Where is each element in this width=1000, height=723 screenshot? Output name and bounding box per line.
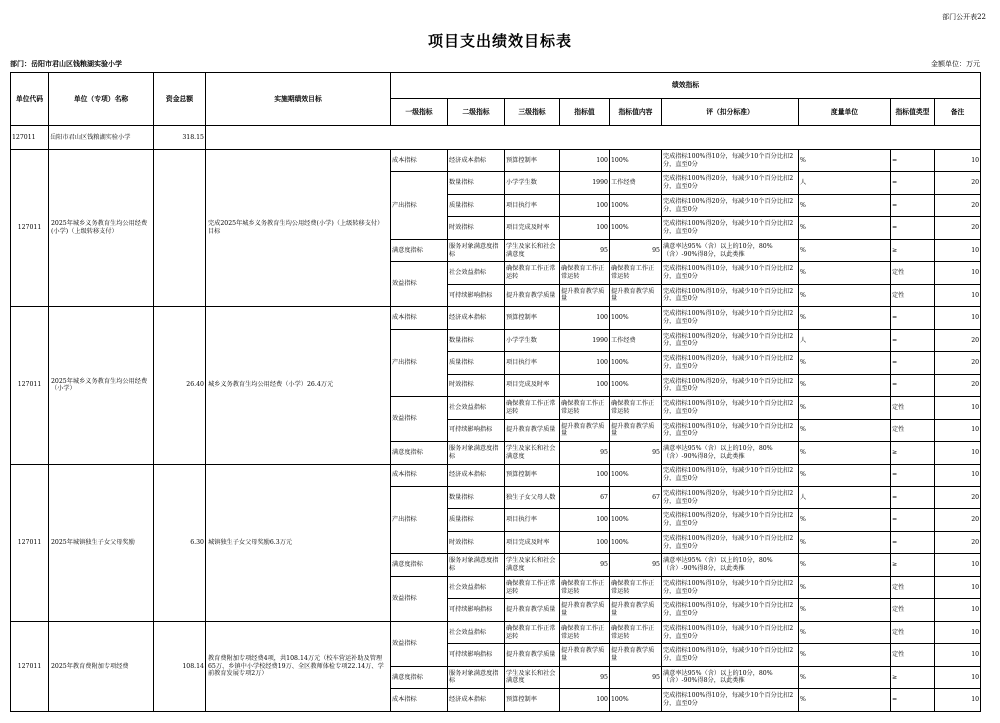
project-name: 2025年城镇独生子女父母奖励 xyxy=(49,464,154,621)
scoring-rule: 完成指标100%得10分，每减少10个百分比扣2分，直至0分 xyxy=(662,307,799,329)
level2-indicator: 服务对象满意度指标 xyxy=(448,554,505,576)
header-target: 实施期绩效目标 xyxy=(206,73,391,126)
level2-indicator: 服务对象满意度指标 xyxy=(448,666,505,688)
measure-unit: % xyxy=(799,509,891,531)
indicator-content: 提升教育教学质量 xyxy=(610,284,662,306)
level3-indicator: 预算控制率 xyxy=(505,307,560,329)
remark: 10 xyxy=(935,419,981,441)
indicator-content: 95 xyxy=(610,554,662,576)
level2-indicator: 质量指标 xyxy=(448,194,505,216)
scoring-rule: 满意率达95%（含）以上的10分，80%（含）-90%得8分，以此类推 xyxy=(662,554,799,576)
indicator-type: = xyxy=(891,374,935,396)
indicator-content: 工作经费 xyxy=(610,172,662,194)
indicator-value: 95 xyxy=(560,239,610,261)
measure-unit: % xyxy=(799,149,891,171)
level3-indicator: 学生及家长和社会满意度 xyxy=(505,554,560,576)
level2-indicator: 社会效益指标 xyxy=(448,262,505,284)
level3-indicator: 独生子女父母人数 xyxy=(505,486,560,508)
project-code: 127011 xyxy=(11,307,49,464)
indicator-content: 67 xyxy=(610,486,662,508)
measure-unit: % xyxy=(799,194,891,216)
indicator-value: 95 xyxy=(560,666,610,688)
indicator-value: 95 xyxy=(560,554,610,576)
measure-unit: % xyxy=(799,352,891,374)
level3-indicator: 确保教育工作正常运转 xyxy=(505,621,560,643)
header-type: 指标值类型 xyxy=(891,99,935,126)
level2-indicator: 质量指标 xyxy=(448,509,505,531)
header-name: 单位（专项）名称 xyxy=(49,73,154,126)
indicator-type: = xyxy=(891,307,935,329)
indicator-content: 95 xyxy=(610,442,662,464)
measure-unit: % xyxy=(799,419,891,441)
level2-indicator: 可持续影响指标 xyxy=(448,599,505,621)
remark: 20 xyxy=(935,374,981,396)
remark: 10 xyxy=(935,576,981,598)
level1-indicator: 满意度指标 xyxy=(391,554,448,576)
scoring-rule: 完成指标100%得10分，每减少10个百分比扣2分，直至0分 xyxy=(662,576,799,598)
scoring-rule: 满意率达95%（含）以上的10分，80%（含）-90%得8分，以此类推 xyxy=(662,239,799,261)
department-label: 部门：岳阳市君山区钱粮湖实验小学 xyxy=(10,59,122,68)
level3-indicator: 小学学生数 xyxy=(505,172,560,194)
remark: 10 xyxy=(935,284,981,306)
indicator-type: = xyxy=(891,509,935,531)
indicator-content: 提升教育教学质量 xyxy=(610,599,662,621)
project-amount xyxy=(154,149,206,306)
measure-unit: % xyxy=(799,689,891,712)
measure-unit: % xyxy=(799,576,891,598)
level1-indicator: 效益指标 xyxy=(391,621,448,666)
measure-unit: % xyxy=(799,374,891,396)
indicator-type: 定性 xyxy=(891,599,935,621)
scoring-rule: 完成指标100%得20分，每减少10个百分比扣2分，直至0分 xyxy=(662,172,799,194)
level3-indicator: 预算控制率 xyxy=(505,689,560,712)
remark: 10 xyxy=(935,554,981,576)
currency-unit-label: 金额单位：万元 xyxy=(931,60,980,68)
header-amount: 资金总额 xyxy=(154,73,206,126)
header-note: 备注 xyxy=(935,99,981,126)
indicator-value: 100 xyxy=(560,689,610,712)
level1-indicator: 满意度指标 xyxy=(391,442,448,464)
scoring-rule: 完成指标100%得10分，每减少10个百分比扣2分，直至0分 xyxy=(662,599,799,621)
remark: 10 xyxy=(935,442,981,464)
indicator-type: = xyxy=(891,531,935,553)
header-l1: 一级指标 xyxy=(391,99,448,126)
level2-indicator: 数量指标 xyxy=(448,172,505,194)
project-target: 教育费附加专项经费4项，共108.14万元（校车营运补助及管理65万、乡镇中小学校经费19万、全区教师体检专项22.14万、学前教育发展专项2万） xyxy=(206,621,391,711)
level3-indicator: 提升教育教学质量 xyxy=(505,284,560,306)
indicator-row xyxy=(11,621,981,643)
indicator-value: 1990 xyxy=(560,172,610,194)
remark: 20 xyxy=(935,329,981,351)
scoring-rule: 完成指标100%得20分，每减少10个百分比扣2分，直至0分 xyxy=(662,329,799,351)
measure-unit: % xyxy=(799,239,891,261)
level3-indicator: 提升教育教学质量 xyxy=(505,599,560,621)
level2-indicator: 时效指标 xyxy=(448,531,505,553)
indicator-content: 确保教育工作正常运转 xyxy=(610,576,662,598)
level1-indicator: 产出指标 xyxy=(391,329,448,396)
level3-indicator: 项目完成及时率 xyxy=(505,374,560,396)
measure-unit: % xyxy=(799,599,891,621)
indicator-content: 95 xyxy=(610,239,662,261)
level3-indicator: 项目执行率 xyxy=(505,509,560,531)
measure-unit: % xyxy=(799,531,891,553)
indicator-type: ≥ xyxy=(891,239,935,261)
level2-indicator: 服务对象满意度指标 xyxy=(448,442,505,464)
remark: 10 xyxy=(935,262,981,284)
scoring-rule: 完成指标100%得10分，每减少10个百分比扣2分，直至0分 xyxy=(662,284,799,306)
remark: 10 xyxy=(935,666,981,688)
level3-indicator: 确保教育工作正常运转 xyxy=(505,262,560,284)
indicator-content: 确保教育工作正常运转 xyxy=(610,621,662,643)
level3-indicator: 提升教育教学质量 xyxy=(505,419,560,441)
level3-indicator: 学生及家长和社会满意度 xyxy=(505,239,560,261)
indicator-type: = xyxy=(891,329,935,351)
level1-indicator: 成本指标 xyxy=(391,464,448,486)
measure-unit: 人 xyxy=(799,486,891,508)
measure-unit: % xyxy=(799,644,891,666)
indicator-content: 100% xyxy=(610,531,662,553)
scoring-rule: 完成指标100%得20分，每减少10个百分比扣2分，直至0分 xyxy=(662,486,799,508)
remark: 20 xyxy=(935,531,981,553)
header-l2: 二级指标 xyxy=(448,99,505,126)
level1-indicator: 满意度指标 xyxy=(391,239,448,261)
project-code: 127011 xyxy=(11,149,49,306)
remark: 20 xyxy=(935,352,981,374)
level1-indicator: 成本指标 xyxy=(391,689,448,712)
indicator-value: 100 xyxy=(560,352,610,374)
indicator-type: = xyxy=(891,149,935,171)
page-title: 项目支出绩效目标表 xyxy=(427,32,572,50)
level2-indicator: 经济成本指标 xyxy=(448,307,505,329)
indicator-content: 提升教育教学质量 xyxy=(610,419,662,441)
level2-indicator: 经济成本指标 xyxy=(448,149,505,171)
remark: 10 xyxy=(935,464,981,486)
measure-unit: % xyxy=(799,262,891,284)
indicator-type: = xyxy=(891,217,935,239)
scoring-rule: 完成指标100%得20分，每减少10个百分比扣2分，直至0分 xyxy=(662,217,799,239)
scoring-rule: 完成指标100%得10分，每减少10个百分比扣2分，直至0分 xyxy=(662,644,799,666)
level2-indicator: 数量指标 xyxy=(448,486,505,508)
level3-indicator: 项目执行率 xyxy=(505,194,560,216)
level2-indicator: 社会效益指标 xyxy=(448,397,505,419)
level1-indicator: 效益指标 xyxy=(391,397,448,442)
indicator-content: 100% xyxy=(610,374,662,396)
header-perf: 绩效指标 xyxy=(391,73,981,99)
indicator-type: = xyxy=(891,486,935,508)
remark: 20 xyxy=(935,172,981,194)
indicator-content: 工作经费 xyxy=(610,329,662,351)
level3-indicator: 学生及家长和社会满意度 xyxy=(505,666,560,688)
remark: 10 xyxy=(935,599,981,621)
level1-indicator: 满意度指标 xyxy=(391,666,448,688)
header-measure: 度量单位 xyxy=(799,99,891,126)
indicator-value: 100 xyxy=(560,464,610,486)
level2-indicator: 可持续影响指标 xyxy=(448,419,505,441)
indicator-type: ≥ xyxy=(891,442,935,464)
measure-unit: % xyxy=(799,621,891,643)
scoring-rule: 完成指标100%得20分，每减少10个百分比扣2分，直至0分 xyxy=(662,194,799,216)
measure-unit: % xyxy=(799,284,891,306)
project-amount: 108.14 xyxy=(154,621,206,711)
project-target: 城镇独生子女父母奖励6.3万元 xyxy=(206,464,391,621)
indicator-type: = xyxy=(891,352,935,374)
measure-unit: % xyxy=(799,397,891,419)
remark: 10 xyxy=(935,644,981,666)
scoring-rule: 完成指标100%得10分，每减少10个百分比扣2分，直至0分 xyxy=(662,262,799,284)
indicator-content: 100% xyxy=(610,689,662,712)
level2-indicator: 可持续影响指标 xyxy=(448,284,505,306)
project-name: 2025年城乡义务教育生均公用经费（小学） xyxy=(49,307,154,464)
level2-indicator: 数量指标 xyxy=(448,329,505,351)
indicator-content: 提升教育教学质量 xyxy=(610,644,662,666)
indicator-value: 100 xyxy=(560,531,610,553)
unit-name: 岳阳市君山区钱粮湖实验小学 xyxy=(49,126,154,150)
measure-unit: % xyxy=(799,442,891,464)
unit-code: 127011 xyxy=(11,126,49,150)
indicator-type: = xyxy=(891,194,935,216)
scoring-rule: 完成指标100%得10分，每减少10个百分比扣2分，直至0分 xyxy=(662,621,799,643)
scoring-rule: 完成指标100%得20分，每减少10个百分比扣2分，直至0分 xyxy=(662,374,799,396)
level3-indicator: 小学学生数 xyxy=(505,329,560,351)
level3-indicator: 预算控制率 xyxy=(505,464,560,486)
level3-indicator: 项目完成及时率 xyxy=(505,531,560,553)
level2-indicator: 社会效益指标 xyxy=(448,621,505,643)
level1-indicator: 成本指标 xyxy=(391,149,448,171)
indicator-type: 定性 xyxy=(891,262,935,284)
unit-summary-row xyxy=(11,126,981,150)
project-code: 127011 xyxy=(11,464,49,621)
indicator-value: 1990 xyxy=(560,329,610,351)
indicator-type: 定性 xyxy=(891,644,935,666)
project-target: 城乡义务教育生均公用经费（小学）26.4万元 xyxy=(206,307,391,464)
level3-indicator: 提升教育教学质量 xyxy=(505,644,560,666)
indicator-type: 定性 xyxy=(891,576,935,598)
measure-unit: % xyxy=(799,307,891,329)
level1-indicator: 产出指标 xyxy=(391,172,448,239)
indicator-value: 确保教育工作正常运转 xyxy=(560,621,610,643)
indicator-content: 95 xyxy=(610,666,662,688)
indicator-content: 100% xyxy=(610,509,662,531)
level1-indicator: 效益指标 xyxy=(391,262,448,307)
measure-unit: 人 xyxy=(799,329,891,351)
indicator-content: 100% xyxy=(610,307,662,329)
scoring-rule: 完成指标100%得10分，每减少10个百分比扣2分，直至0分 xyxy=(662,464,799,486)
indicator-value: 确保教育工作正常运转 xyxy=(560,397,610,419)
indicator-content: 100% xyxy=(610,194,662,216)
form-reference: 部门公开表22 xyxy=(942,13,986,21)
project-name: 2025年城乡义务教育生均公用经费(小学)（上级转移支付） xyxy=(49,149,154,306)
indicator-value: 100 xyxy=(560,374,610,396)
level2-indicator: 质量指标 xyxy=(448,352,505,374)
scoring-rule: 满意率达95%（含）以上的10分，80%（含）-90%得8分，以此类推 xyxy=(662,442,799,464)
measure-unit: % xyxy=(799,464,891,486)
level2-indicator: 时效指标 xyxy=(448,217,505,239)
measure-unit: % xyxy=(799,554,891,576)
remark: 20 xyxy=(935,217,981,239)
indicator-type: 定性 xyxy=(891,621,935,643)
indicator-value: 100 xyxy=(560,194,610,216)
unit-amount: 318.15 xyxy=(154,126,206,150)
level3-indicator: 学生及家长和社会满意度 xyxy=(505,442,560,464)
scoring-rule: 完成指标100%得10分，每减少10个百分比扣2分，直至0分 xyxy=(662,149,799,171)
level2-indicator: 服务对象满意度指标 xyxy=(448,239,505,261)
level3-indicator: 预算控制率 xyxy=(505,149,560,171)
indicator-value: 100 xyxy=(560,307,610,329)
measure-unit: % xyxy=(799,217,891,239)
scoring-rule: 完成指标100%得20分，每减少10个百分比扣2分，直至0分 xyxy=(662,352,799,374)
level2-indicator: 经济成本指标 xyxy=(448,464,505,486)
performance-table xyxy=(10,72,981,712)
remark: 10 xyxy=(935,239,981,261)
level1-indicator: 产出指标 xyxy=(391,486,448,553)
scoring-rule: 完成指标100%得10分，每减少10个百分比扣2分，直至0分 xyxy=(662,419,799,441)
level3-indicator: 项目执行率 xyxy=(505,352,560,374)
indicator-type: ≥ xyxy=(891,554,935,576)
header-content: 指标值内容 xyxy=(610,99,662,126)
project-name: 2025年教育费附加专项经费 xyxy=(49,621,154,711)
indicator-type: = xyxy=(891,689,935,712)
indicator-type: 定性 xyxy=(891,284,935,306)
level2-indicator: 社会效益指标 xyxy=(448,576,505,598)
indicator-type: = xyxy=(891,172,935,194)
remark: 10 xyxy=(935,149,981,171)
scoring-rule: 完成指标100%得20分，每减少10个百分比扣2分，直至0分 xyxy=(662,531,799,553)
level3-indicator: 项目完成及时率 xyxy=(505,217,560,239)
indicator-value: 95 xyxy=(560,442,610,464)
level2-indicator: 时效指标 xyxy=(448,374,505,396)
level3-indicator: 确保教育工作正常运转 xyxy=(505,576,560,598)
header-l3: 三级指标 xyxy=(505,99,560,126)
indicator-value: 提升教育教学质量 xyxy=(560,644,610,666)
level2-indicator: 可持续影响指标 xyxy=(448,644,505,666)
remark: 10 xyxy=(935,689,981,712)
indicator-value: 提升教育教学质量 xyxy=(560,419,610,441)
project-amount: 26.40 xyxy=(154,307,206,464)
indicator-type: 定性 xyxy=(891,419,935,441)
indicator-row xyxy=(11,307,981,329)
header-code: 单位代码 xyxy=(11,73,49,126)
indicator-row xyxy=(11,149,981,171)
project-target: 完成2025年城乡义务教育生均公用经费(小学)（上级转移支付）目标 xyxy=(206,149,391,306)
indicator-value: 100 xyxy=(560,217,610,239)
indicator-type: ≥ xyxy=(891,666,935,688)
indicator-value: 确保教育工作正常运转 xyxy=(560,262,610,284)
remark: 20 xyxy=(935,486,981,508)
measure-unit: % xyxy=(799,666,891,688)
indicator-value: 100 xyxy=(560,509,610,531)
level1-indicator: 成本指标 xyxy=(391,307,448,329)
indicator-content: 100% xyxy=(610,217,662,239)
scoring-rule: 完成指标100%得20分，每减少10个百分比扣2分，直至0分 xyxy=(662,509,799,531)
indicator-value: 67 xyxy=(560,486,610,508)
indicator-type: 定性 xyxy=(891,397,935,419)
measure-unit: 人 xyxy=(799,172,891,194)
remark: 20 xyxy=(935,194,981,216)
unit-empty-cells xyxy=(206,126,981,150)
indicator-content: 100% xyxy=(610,149,662,171)
remark: 10 xyxy=(935,397,981,419)
indicator-value: 100 xyxy=(560,149,610,171)
indicator-type: = xyxy=(891,464,935,486)
scoring-rule: 完成指标100%得10分，每减少10个百分比扣2分，直至0分 xyxy=(662,397,799,419)
indicator-row xyxy=(11,464,981,486)
level1-indicator: 效益指标 xyxy=(391,576,448,621)
remark: 10 xyxy=(935,307,981,329)
indicator-content: 确保教育工作正常运转 xyxy=(610,397,662,419)
header-rule: 评（扣分标准） xyxy=(662,99,799,126)
scoring-rule: 完成指标100%得10分，每减少10个百分比扣2分，直至0分 xyxy=(662,689,799,712)
header-val: 指标值 xyxy=(560,99,610,126)
project-code: 127011 xyxy=(11,621,49,711)
indicator-value: 提升教育教学质量 xyxy=(560,599,610,621)
level3-indicator: 确保教育工作正常运转 xyxy=(505,397,560,419)
indicator-content: 100% xyxy=(610,352,662,374)
remark: 10 xyxy=(935,621,981,643)
indicator-value: 确保教育工作正常运转 xyxy=(560,576,610,598)
remark: 20 xyxy=(935,509,981,531)
indicator-content: 100% xyxy=(610,464,662,486)
project-amount: 6.30 xyxy=(154,464,206,621)
indicator-content: 确保教育工作正常运转 xyxy=(610,262,662,284)
level2-indicator: 经济成本指标 xyxy=(448,689,505,712)
indicator-value: 提升教育教学质量 xyxy=(560,284,610,306)
scoring-rule: 满意率达95%（含）以上的10分，80%（含）-90%得8分，以此类推 xyxy=(662,666,799,688)
